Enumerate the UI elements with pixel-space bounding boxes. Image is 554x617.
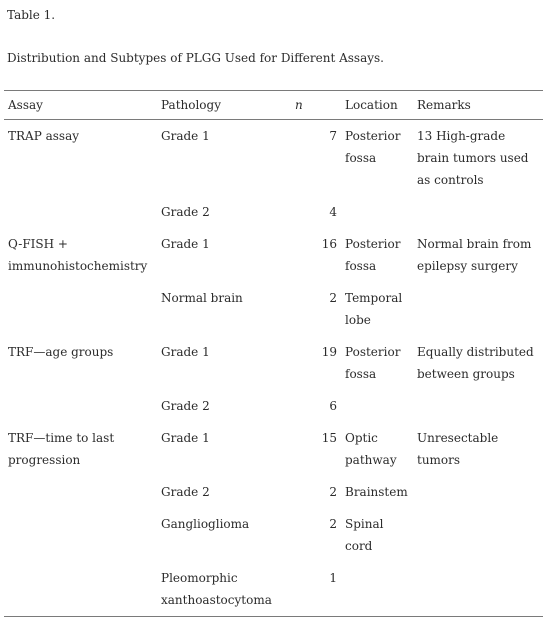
cell-location: Spinal cord xyxy=(345,517,384,553)
cell-location xyxy=(341,390,413,422)
table-row xyxy=(4,228,543,282)
cell-remarks xyxy=(413,196,543,228)
cell-remarks xyxy=(413,390,543,422)
cell-remarks: Normal brain from epilepsy surgery xyxy=(417,237,532,273)
cell-n: 2 xyxy=(329,485,337,499)
table-row xyxy=(4,196,543,228)
cell-assay xyxy=(4,196,157,228)
table-row xyxy=(4,120,543,197)
column-header-remarks: Remarks xyxy=(413,91,543,120)
header-row xyxy=(4,91,543,120)
cell-remarks: Equally distributed between groups xyxy=(417,345,534,381)
cell-n: 7 xyxy=(329,129,337,143)
column-header-assay: Assay xyxy=(4,91,157,120)
cell-pathology: Pleomorphic xanthoastocytoma xyxy=(157,562,283,617)
cell-n: 6 xyxy=(329,399,337,413)
cell-location xyxy=(341,196,413,228)
table-row xyxy=(4,476,543,508)
table-row xyxy=(4,390,543,422)
cell-n: 1 xyxy=(283,562,341,617)
cell-remarks xyxy=(413,476,543,508)
cell-remarks xyxy=(413,562,543,617)
cell-location xyxy=(341,562,413,617)
cell-n: 16 xyxy=(321,237,337,251)
cell-remarks: 13 High-grade brain tumors used as controls xyxy=(417,129,529,187)
cell-pathology: Grade 1 xyxy=(161,345,210,359)
cell-pathology: Grade 2 xyxy=(161,205,210,219)
data-table xyxy=(4,90,543,617)
cell-location: Brainstem xyxy=(345,485,408,499)
table-row xyxy=(4,562,543,617)
cell-pathology: Grade 2 xyxy=(161,399,210,413)
cell-assay: TRAP assay xyxy=(8,129,79,143)
column-header-location: Location xyxy=(341,91,413,120)
cell-location: Posterior fossa xyxy=(345,129,401,165)
cell-n: 2 xyxy=(329,291,337,305)
table-row xyxy=(4,336,543,390)
cell-location: Posterior fossa xyxy=(345,345,401,381)
cell-assay xyxy=(4,562,157,617)
cell-remarks: Unresectable tumors xyxy=(417,431,499,467)
cell-assay: TRF—time to last progression xyxy=(8,431,115,467)
table-caption: Distribution and Subtypes of PLGG Used for Different Assays. xyxy=(7,51,384,65)
cell-assay xyxy=(4,282,157,336)
table-label: Table 1. xyxy=(7,8,56,22)
cell-assay xyxy=(4,476,157,508)
column-header-n: n xyxy=(283,91,341,120)
cell-assay xyxy=(4,390,157,422)
cell-n: 2 xyxy=(329,517,337,531)
cell-pathology: Ganglioglioma xyxy=(161,517,250,531)
cell-n: 4 xyxy=(329,205,337,219)
cell-pathology: Grade 1 xyxy=(161,431,210,445)
cell-remarks xyxy=(413,282,543,336)
cell-assay: Q-FISH + immunohistochemistry xyxy=(8,237,148,273)
table-row xyxy=(4,422,543,476)
cell-location: Posterior fossa xyxy=(345,237,401,273)
cell-n: 19 xyxy=(321,345,337,359)
cell-location: Optic pathway xyxy=(345,431,397,467)
column-header-pathology: Pathology xyxy=(157,91,283,120)
cell-assay: TRF—age groups xyxy=(8,345,114,359)
cell-location: Temporal lobe xyxy=(345,291,403,327)
cell-pathology: Grade 2 xyxy=(161,485,210,499)
cell-pathology: Normal brain xyxy=(161,291,243,305)
cell-n: 15 xyxy=(321,431,337,445)
table-row xyxy=(4,282,543,336)
cell-pathology: Grade 1 xyxy=(161,237,210,251)
cell-pathology: Grade 1 xyxy=(161,129,210,143)
